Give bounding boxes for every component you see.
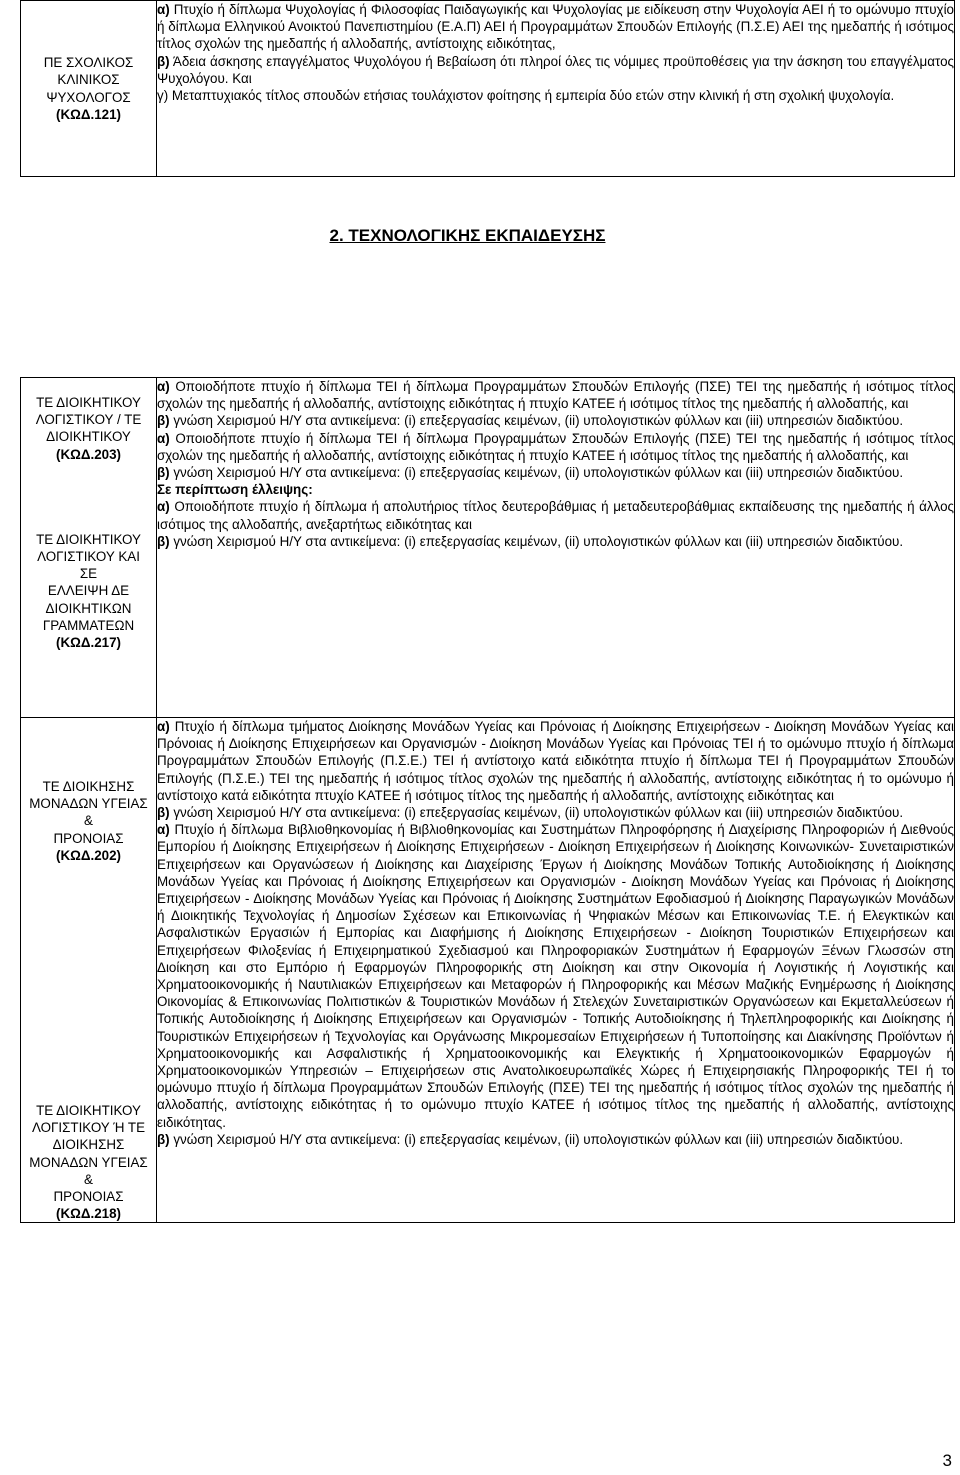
position-code: (ΚΩΔ.218) xyxy=(55,1206,121,1222)
requirement-lead: α) xyxy=(157,822,170,838)
position-code: (ΚΩΔ.121) xyxy=(55,106,121,122)
position-line: ΜΟΝΑΔΩΝ ΥΓΕΙΑΣ & xyxy=(29,796,148,829)
position-code: (ΚΩΔ.202) xyxy=(55,847,121,863)
requirement-paragraph xyxy=(157,412,954,429)
requirement-lead: β) xyxy=(157,533,170,549)
position-line: ΤΕ ΔΙΟΙΚΗΤΙΚΟΥ xyxy=(36,531,141,547)
requirement-paragraph xyxy=(157,378,954,412)
position-line: ΕΛΛΕΙΨΗ ΔΕ xyxy=(47,583,130,599)
position-line: ΛΟΓΙΣΤΙΚΟΥ Ή ΤΕ xyxy=(31,1120,146,1136)
shortage-heading: Σε περίπτωση έλλειψης: xyxy=(157,482,313,498)
requirement-paragraph xyxy=(157,53,954,87)
position-line: ΚΛΙΝΙΚΟΣ xyxy=(57,72,120,88)
requirements-cell xyxy=(157,718,955,1223)
position-line: ΨΥΧΟΛΟΓΟΣ xyxy=(46,89,131,105)
top-table xyxy=(20,0,955,177)
requirement-text: Πτυχίο ή δίπλωμα Βιβλιοθηκονομίας ή Βιβλιοθηκονομίας και Συστημάτων Πληροφόρησης ή Διαχείρισης Πληροφοριών ή Διεθνούς Εμπορίου ή Διοίκησης Επιχειρήσεων ή Διοίκησης Επιχειρήσεων - Διοίκηση Επιχειρήσεων ή Διοίκησης Κοινωνικών- Συνεταιριστικών Επιχειρήσεων και Οργανώσεων ή Διοίκησης και Διαχείρισης Έργων ή Διοίκησης Μονάδων Τοπικής Αυτοδιοίκησης ή Διοίκησης Μονάδων Υγείας και Πρόνοιας ή Διοίκησης Επιχειρήσεων και Οργανισμών - Διοίκηση Μονάδων Υγείας και Πρόνοιας ή Διοίκησης Επιχειρήσεων - Διοίκησης Μονάδων Υγείας και Πρόνοιας ή Διοίκησης Συστημάτων Εφοδιασμού ή Διοίκησης Παραγωγικών Μονάδων ή Διοικητικής Τεχνολογίας ή Δημοσίων Σχέσεων και Επικοινωνίας ή Ψηφιακών Μέσων και Επικοινωνίας Τ.Ε. ή Ελεγκτικών και Ασφαλιστικών Εργασιών ή Εμπορίας και Διαφήμισης ή Διοίκησης Επιχειρήσεων - Διοίκηση Τουριστικών Επιχειρήσεων και Επιχειρήσεων Φιλοξενίας ή Επιχειρηματικού Σχεδιασμού και Πληροφοριακών Συστημάτων ή Εφαρμογών Ξένων Γλωσσών στη Διοίκηση και στο Εμπόριο ή Εφαρμογών Πληροφορικής στη Διοίκηση και στην Οικονομία ή Λογιστικής ή Λογιστικής και Χρηματοοικονομικής ή Ναυτιλιακών Επιχειρήσεων και Μεταφορών ή Πληροφορικής και Μέσων Μαζικής Ενημέρωσης ή Διοίκησης Οικονομίας & Επικοινωνίας Πολιτιστικών & Τουριστικών Μονάδων ή Στελεχών Συνεταιριστικών Οργανώσεων και Εκμεταλλεύσεων ή Τοπικής Αυτοδιοίκησης ή Διοίκησης Επιχειρήσεων και Οργανισμών - Τοπικής Αυτοδιοίκησης ή Τηλεπληροφορικής και Διοίκησης ή Τουριστικών Επιχειρήσεων ή Τεχνολογίας και Οργάνωσης Μικρομεσαίων Επιχειρήσεων ή Τυποποίησης και Διακίνησης Προϊόντων ή Χρηματοοικονομικής και Ασφαλιστικής ή Χρηματοοικονομικής και Ελεγκτικής ή Χρηματοοικονομικών Εφαρμογών ή Χρηματοοικονομικών Υπηρεσιών – Επιχειρήσεων στις Ανατολικοευρωπαϊκές Χώρες ή Επιχειρησιακής Πληροφορικής ΤΕΙ ή το ομώνυμο πτυχίο ή δίπλωμα Προγραμμάτων Σπουδών Επιλογής (ΠΣΕ) ΤΕΙ της ημεδαπής ή ισότιμος τίτλος σχολών της ημεδαπής ή αλλοδαπής, αντίστοιχης ειδικότητας ή το ομώνυμο πτυχίο ΚΑΤΕΕ ή ισότιμος τίτλος της ημεδαπής ή αλλοδαπής, αντίστοιχης ειδικότητας. xyxy=(157,822,954,1130)
position-code: (ΚΩΔ.203) xyxy=(55,446,121,462)
requirement-text: Οποιοδήποτε πτυχίο ή δίπλωμα ΤΕΙ ή δίπλωμα Προγραμμάτων Σπουδών Επιλογής (ΠΣΕ) ΤΕΙ της ημεδαπής ή ισότιμος τίτλος σχολών της ημεδαπής ή αλλοδαπής, αντίστοιχης ειδικότητας ή πτυχίο ΚΑΤΕΕ ή ισότιμος τίτλος της ημεδαπής ή αλλοδαπής, και xyxy=(157,430,954,463)
requirement-lead: β) xyxy=(157,805,170,821)
requirement-text: Οποιοδήποτε πτυχίο ή δίπλωμα ΤΕΙ ή δίπλωμα Προγραμμάτων Σπουδών Επιλογής (ΠΣΕ) ΤΕΙ της ημεδαπής ή ισότιμος τίτλος σχολών της ημεδαπής ή αλλοδαπής, αντίστοιχης ειδικότητας ή πτυχίο ΚΑΤΕΕ ή ισότιμος τίτλος της ημεδαπής ή αλλοδαπής, και xyxy=(157,379,954,412)
requirement-paragraph xyxy=(157,533,954,550)
requirement-text: Οποιοδήποτε πτυχίο ή δίπλωμα ή απολυτήριος τίτλος δευτεροβάθμιας ή μεταδευτεροβάθμιας εκπαίδευσης της ημεδαπής ή άλλος ισότιμος της αλλοδαπής, ανεξαρτήτως ειδικότητας και xyxy=(157,499,954,532)
table-row xyxy=(21,718,955,1223)
position-line: ΓΡΑΜΜΑΤΕΩΝ xyxy=(42,617,135,633)
section-heading: 2. ΤΕΧΝΟΛΟΓΙΚΗΣ ΕΚΠΑΙΔΕΥΣΗΣ xyxy=(329,226,606,245)
requirement-text: γνώση Χειρισμού Η/Υ στα αντικείμενα: (i) επεξεργασίας κειμένων, (ii) υπολογιστικών φύλλων και (iii) υπηρεσιών διαδικτύου. xyxy=(169,1131,904,1147)
position-line: ΠΡΟΝΟΙΑΣ xyxy=(53,830,124,846)
requirement-text: Άδεια άσκησης επαγγέλματος Ψυχολόγου ή Βεβαίωση ότι πληροί όλες τις νόμιμες προϋποθέσεις για την άσκηση του επαγγέλματος Ψυχολόγου. Και xyxy=(157,53,954,86)
position-line: ΠΡΟΝΟΙΑΣ xyxy=(53,1189,124,1205)
main-table xyxy=(20,377,955,1223)
position-cell xyxy=(21,718,157,1223)
requirement-paragraph xyxy=(157,430,954,464)
requirement-text: γνώση Χειρισμού Η/Υ στα αντικείμενα: (i) επεξεργασίας κειμένων, (ii) υπολογιστικών φύλλων και (iii) υπηρεσιών διαδικτύου. xyxy=(169,805,904,821)
position-line: ΤΕ ΔΙΟΙΚΗΣΗΣ xyxy=(42,779,135,794)
requirement-lead: β) xyxy=(157,413,170,429)
requirement-paragraph xyxy=(157,498,954,532)
table-row xyxy=(21,1,955,177)
position-block xyxy=(21,718,156,864)
requirement-paragraph xyxy=(157,1,954,53)
position-line: ΜΟΝΑΔΩΝ ΥΓΕΙΑΣ & xyxy=(29,1154,148,1187)
requirement-lead: α) xyxy=(157,2,170,17)
position-cell xyxy=(21,1,157,177)
position-block xyxy=(21,54,156,123)
position-code: (ΚΩΔ.217) xyxy=(55,635,121,651)
requirement-lead: α) xyxy=(157,719,170,734)
position-block xyxy=(21,378,156,463)
position-block xyxy=(21,864,156,1222)
requirement-lead: β) xyxy=(157,465,170,481)
requirement-paragraph xyxy=(157,481,954,498)
requirement-text: Πτυχίο ή δίπλωμα τμήματος Διοίκησης Μονάδων Υγείας και Πρόνοιας ή Διοίκησης Επιχειρήσεων - Διοίκηση Μονάδων Υγείας και Πρόνοιας ή Διοίκησης Επιχειρήσεων και Οργανισμών - Διοίκηση Μονάδων Υγείας και Πρόνοιας ΤΕΙ ή το ομώνυμο πτυχίο ή δίπλωμα Προγραμμάτων Σπουδών Επιλογής (Π.Σ.Ε.) ΤΕΙ ή αντίστοιχο κατά ειδικότητα πτυχίο ή δίπλωμα ΤΕΙ ή Προγραμμάτων Σπουδών Επιλογής (Π.Σ.Ε.) ΤΕΙ της ημεδαπής ή ισότιμος τίτλος σχολών της ημεδαπής ή αλλοδαπής, αντίστοιχης ειδικότητας ή το ομώνυμο ή αντίστοιχο κατά ειδικότητα πτυχίο ΚΑΤΕΕ ή ισότιμος τίτλος της ημεδαπής ή αλλοδαπής, αντίστοιχης ειδικότητας και xyxy=(157,719,954,803)
page-number: 3 xyxy=(942,1451,952,1470)
position-line: ΤΕ ΔΙΟΙΚΗΤΙΚΟΥ xyxy=(36,395,141,410)
requirement-paragraph xyxy=(157,804,954,821)
position-line: ΔΙΟΙΚΗΤΙΚΟΥ xyxy=(46,429,131,445)
requirement-lead: α) xyxy=(157,430,170,446)
position-line: ΔΙΟΙΚΗΣΗΣ xyxy=(52,1137,125,1153)
requirement-paragraph xyxy=(157,87,954,104)
requirement-text: γνώση Χειρισμού Η/Υ στα αντικείμενα: (i) επεξεργασίας κειμένων, (ii) υπολογιστικών φύλλων και (iii) υπηρεσιών διαδικτύου. xyxy=(169,533,904,549)
requirement-text: γνώση Χειρισμού Η/Υ στα αντικείμενα: (i) επεξεργασίας κειμένων, (ii) υπολογιστικών φύλλων και (iii) υπηρεσιών διαδικτύου. xyxy=(169,465,904,481)
requirement-paragraph xyxy=(157,718,954,804)
requirement-lead: α) xyxy=(157,499,170,515)
requirement-paragraph xyxy=(157,464,954,481)
requirements-cell xyxy=(157,1,955,177)
requirement-paragraph xyxy=(157,1131,954,1148)
requirements-cell xyxy=(157,378,955,718)
position-block xyxy=(21,463,156,651)
requirement-lead: β) xyxy=(157,53,170,69)
requirement-text: Πτυχίο ή δίπλωμα Ψυχολογίας ή Φιλοσοφίας Παιδαγωγικής και Ψυχολογίας με ειδίκευση στην Ψυχολογία ΑΕΙ ή το ομώνυμο πτυχίο ή δίπλωμα Ελληνικού Ανοικτού Πανεπιστημίου (Ε.Α.Π) ΑΕΙ ή Προγραμμάτων Σπουδών Επιλογής (Π.Σ.Ε) ΑΕΙ της ημεδαπής ή ισότιμος τίτλος σχολών της ημεδαπής ή αλλοδαπής, αντίστοιχης ειδικότητας, xyxy=(157,2,954,52)
table-row xyxy=(21,378,955,718)
requirement-lead: β) xyxy=(157,1131,170,1147)
requirement-lead: α) xyxy=(157,379,170,394)
position-line: ΛΟΓΙΣΤΙΚΟΥ / ΤΕ xyxy=(35,412,142,428)
requirement-text: γνώση Χειρισμού Η/Υ στα αντικείμενα: (i) επεξεργασίας κειμένων, (ii) υπολογιστικών φύλλων και (iii) υπηρεσιών διαδικτύου. xyxy=(169,413,904,429)
position-line: ΛΟΓΙΣΤΙΚΟΥ ΚΑΙ ΣΕ xyxy=(37,549,140,582)
requirement-paragraph xyxy=(157,821,954,1131)
position-line: ΔΙΟΙΚΗΤΙΚΩΝ xyxy=(45,600,132,616)
position-cell xyxy=(21,378,157,718)
requirement-text: γ) Μεταπτυχιακός τίτλος σπουδών ετήσιας τουλάχιστον φοίτησης ή εμπειρία δύο ετών στην κλινική ή στη σχολική ψυχολογία. xyxy=(157,88,895,104)
position-line: ΠΕ ΣΧΟΛΙΚΟΣ xyxy=(43,55,134,71)
position-line: ΤΕ ΔΙΟΙΚΗΤΙΚΟΥ xyxy=(36,1103,141,1119)
